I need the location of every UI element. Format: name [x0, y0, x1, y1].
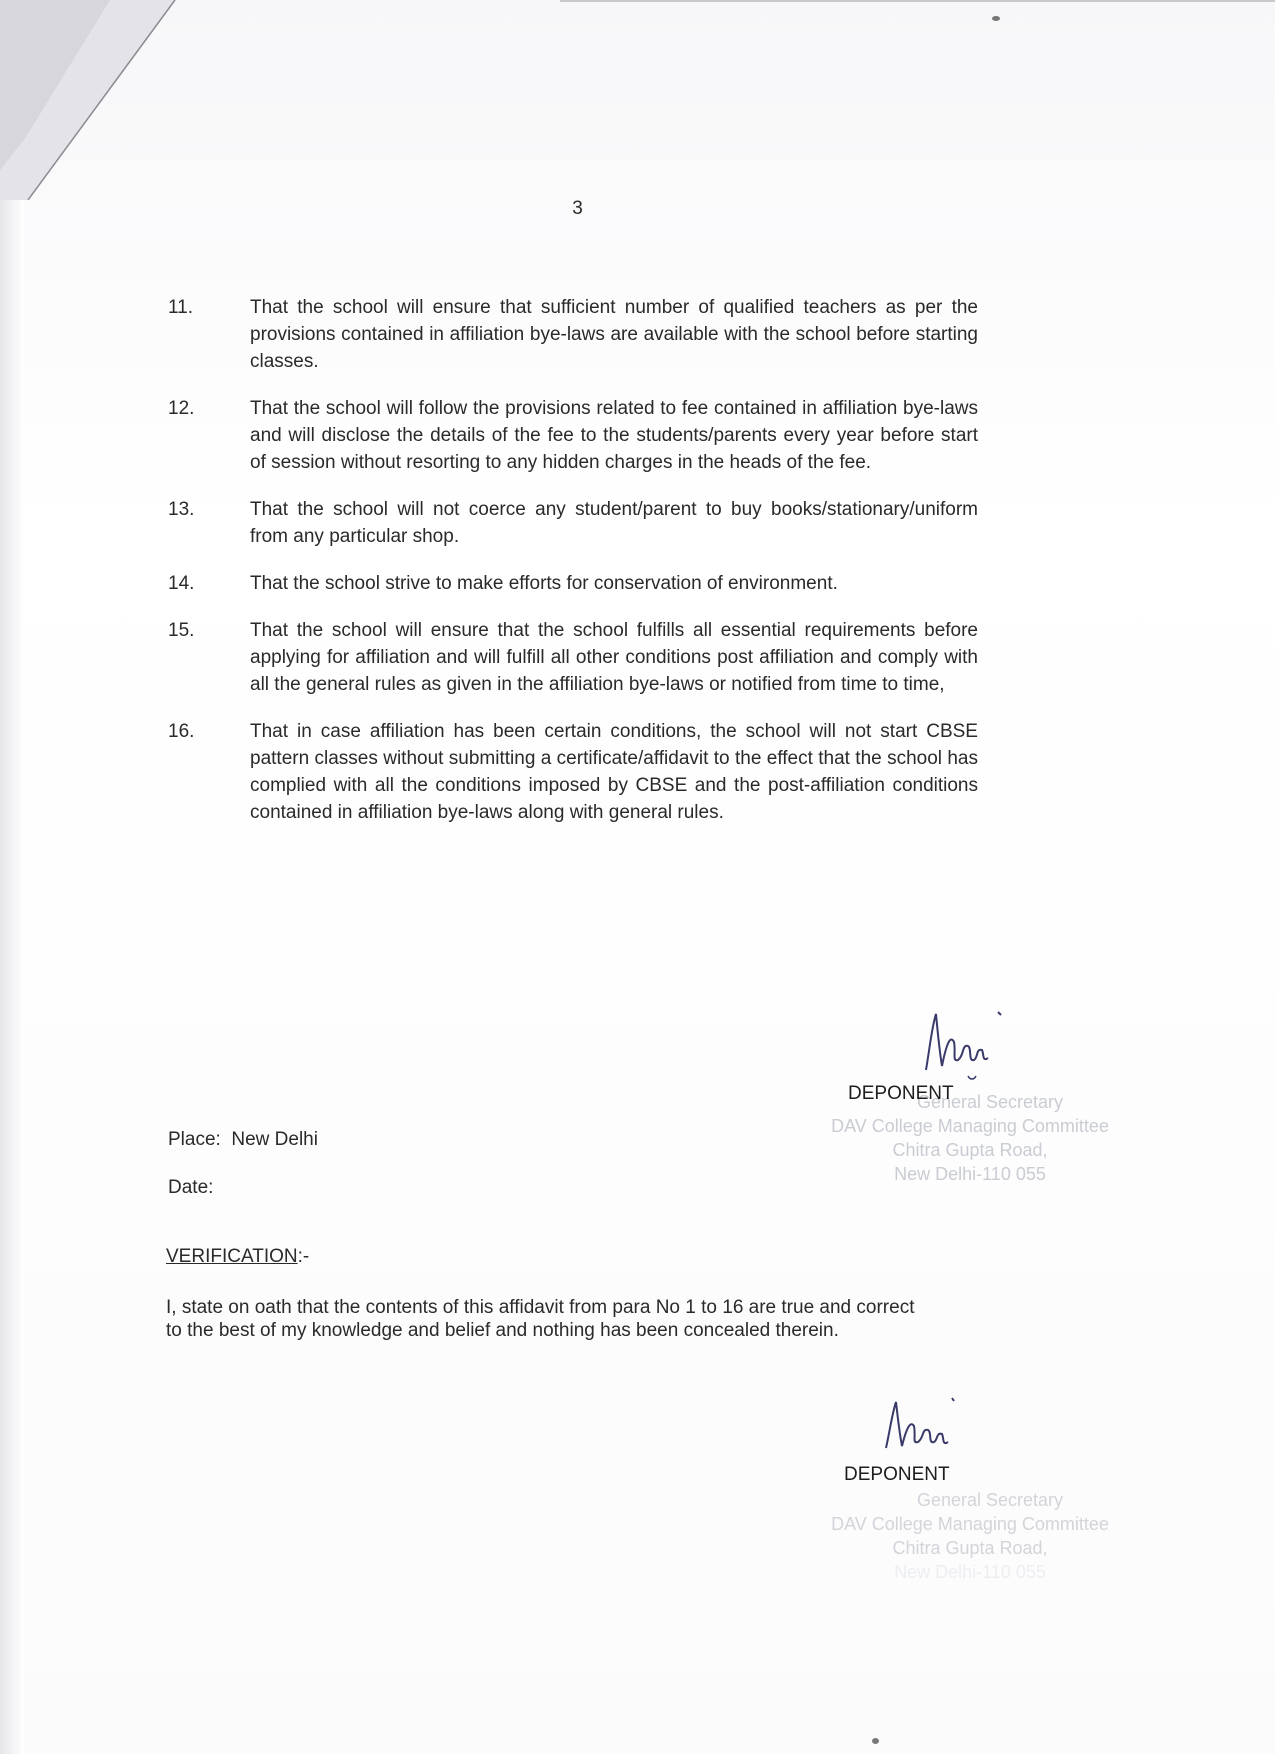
clause-number: 11.: [168, 297, 194, 318]
place-value: New Delhi: [231, 1129, 318, 1150]
official-stamp: [790, 1488, 1150, 1584]
place-label: Place:: [168, 1129, 221, 1150]
clause-number: 12.: [168, 398, 195, 419]
verification-heading: [166, 1246, 309, 1268]
clause-item: [168, 570, 978, 597]
clause-item: [168, 294, 978, 375]
stamp-line: New Delhi-110 055: [894, 1562, 1046, 1582]
deponent-label: DEPONENT: [844, 1464, 950, 1485]
scan-speck: [872, 1738, 879, 1744]
deponent-signature: [880, 1396, 980, 1456]
clause-list: [168, 294, 978, 846]
scan-folded-corner: [0, 0, 180, 200]
clause-item: [168, 718, 978, 826]
date-label: Date:: [168, 1177, 214, 1198]
official-stamp: [790, 1090, 1150, 1186]
clause-text: That the school will ensure that sufficient number of qualified teachers as per the provisions contained in affiliation bye-laws are available with the school before starting classes.: [250, 297, 978, 372]
scan-speck: [992, 16, 1000, 21]
place-line: [168, 1129, 318, 1151]
stamp-line: General Secretary: [916, 1092, 1064, 1112]
page-number: 3: [572, 198, 583, 219]
scan-left-edge: [0, 200, 24, 1754]
stamp-line: Chitra Gupta Road,: [892, 1538, 1048, 1558]
verification-title-suffix: :-: [297, 1246, 310, 1267]
clause-number: 15.: [168, 620, 195, 641]
stamp-line: New Delhi-110 055: [894, 1164, 1046, 1184]
clause-number: 16.: [168, 721, 195, 742]
clause-number: 13.: [168, 499, 195, 520]
stamp-line: DAV College Managing Committee: [831, 1116, 1109, 1136]
verification-title: VERIFICATION: [166, 1246, 298, 1267]
clause-number: 14.: [168, 573, 195, 594]
date-line: [168, 1177, 213, 1199]
verification-statement: I, state on oath that the contents of this affidavit from para No 1 to 16 are true and correct to the best of my knowledge and belief and nothing has been concealed therein.: [166, 1297, 915, 1341]
deponent-signature: [918, 1006, 1018, 1086]
clause-text: That the school strive to make efforts for conservation of environment.: [250, 573, 838, 594]
stamp-line: General Secretary: [916, 1490, 1064, 1510]
deponent-label: DEPONENT: [848, 1083, 954, 1104]
clause-item: [168, 496, 978, 550]
clause-text: That the school will follow the provisions related to fee contained in affiliation bye-laws and will disclose the details of the fee to the students/parents every year before start of session without resorting to any hidden charges in the heads of the fee.: [250, 398, 978, 473]
clause-text: That the school will ensure that the school fulfills all essential requirements before applying for affiliation and will fulfill all other conditions post affiliation and comply with all the general rules as given in the affiliation bye-laws or notified from time to time,: [250, 620, 978, 695]
clause-text: That in case affiliation has been certain conditions, the school will not start CBSE pattern classes without submitting a certificate/affidavit to the effect that the school has complied with all the conditions imposed by CBSE and the post-affiliation conditions contained in affiliation bye-laws along with general rules.: [250, 721, 978, 823]
scan-top-edge: [560, 0, 1275, 2]
clause-item: [168, 617, 978, 698]
stamp-line: Chitra Gupta Road,: [892, 1140, 1048, 1160]
clause-item: [168, 395, 978, 476]
clause-text: That the school will not coerce any student/parent to buy books/stationary/uniform from any particular shop.: [250, 499, 978, 547]
stamp-line: DAV College Managing Committee: [831, 1514, 1109, 1534]
